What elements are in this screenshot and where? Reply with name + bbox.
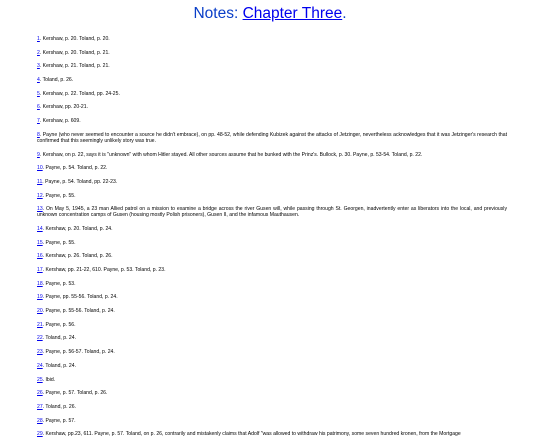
note-text: . Kershaw, on p. 22, says it is "unknown" with whom Hitler stayed. All other sources assume that he bunked with the Prinz's. Bullock, p. 30. Payne, p. 53-54. Toland, p. 22. xyxy=(39,151,423,158)
note-item xyxy=(37,390,507,396)
note-text: . Payne, p. 55. xyxy=(42,239,76,246)
note-text: . Payne, p. 55-56. Toland, p. 24. xyxy=(42,308,115,315)
chapter-title-link[interactable]: Chapter Three xyxy=(242,5,343,22)
note-number-link[interactable]: 4 xyxy=(37,77,40,84)
note-item xyxy=(37,36,507,42)
note-number-link[interactable]: 14 xyxy=(37,225,43,232)
note-text: . Payne, p. 54. Toland, pp. 22-23. xyxy=(42,178,118,185)
note-item xyxy=(37,308,507,314)
note-text: . Kershaw, p. 20. Toland, p. 21. xyxy=(39,49,110,56)
note-item xyxy=(37,165,507,171)
note-number-link[interactable]: 1 xyxy=(37,36,40,42)
note-text: . On May 5, 1945, a 23 man Allied patrol on a mission to examine a bridge across the river Gusen will, while passing through St. Georgen, inadvertently enter as liberators into the local, and previously unknown concentration camps of Gusen (housing mostly Polish prisoners), Gusen II, and the infamous Mauthausen. xyxy=(37,206,507,219)
note-item xyxy=(37,104,507,110)
title-prefix: Notes: xyxy=(193,5,243,22)
note-item xyxy=(37,267,507,273)
note-item xyxy=(37,253,507,259)
title-suffix: . xyxy=(342,5,347,22)
note-item xyxy=(37,431,507,437)
note-number-link[interactable]: 28 xyxy=(37,417,43,424)
note-number-link[interactable]: 19 xyxy=(37,294,43,301)
note-number-link[interactable]: 20 xyxy=(37,308,43,315)
note-number-link[interactable]: 29 xyxy=(37,431,43,437)
note-number-link[interactable]: 24 xyxy=(37,362,43,369)
note-number-link[interactable]: 7 xyxy=(37,118,40,125)
note-item xyxy=(37,152,507,158)
note-item xyxy=(37,118,507,124)
note-text: . Toland, p. 26. xyxy=(42,403,76,410)
note-number-link[interactable]: 18 xyxy=(37,280,43,287)
note-number-link[interactable]: 26 xyxy=(37,390,43,397)
note-text: . Kershaw, pp. 20-21. xyxy=(39,104,88,111)
note-text: . Kershaw, p. 20. Toland, p. 20. xyxy=(39,36,110,42)
notes-list xyxy=(37,36,507,437)
note-item xyxy=(37,77,507,83)
note-item xyxy=(37,281,507,287)
note-text: . Kershaw, p. 26. Toland, p. 26. xyxy=(42,253,113,260)
note-text: . Toland, p. 24. xyxy=(42,335,76,342)
note-item xyxy=(37,179,507,185)
note-item xyxy=(37,132,507,144)
note-text: . Kershaw, p. 21. Toland, p. 21. xyxy=(39,63,110,70)
note-item xyxy=(37,91,507,97)
note-number-link[interactable]: 3 xyxy=(37,63,40,70)
note-number-link[interactable]: 6 xyxy=(37,104,40,111)
note-text: . Payne, p. 54. Toland, p. 22. xyxy=(42,165,108,172)
note-item xyxy=(37,418,507,424)
note-item xyxy=(37,206,507,218)
note-text: . Payne, pp. 55-56. Toland, p. 24. xyxy=(42,294,118,301)
note-number-link[interactable]: 9 xyxy=(37,151,40,158)
page-title xyxy=(0,5,540,23)
note-item xyxy=(37,63,507,69)
note-item xyxy=(37,322,507,328)
note-text: . Payne, p. 57. Toland, p. 26. xyxy=(42,390,108,397)
note-text: . Kershaw, p. 22. Toland, pp. 24-25. xyxy=(39,90,120,97)
note-number-link[interactable]: 11 xyxy=(37,178,43,185)
note-text: . Payne, p. 56-57. Toland, p. 24. xyxy=(42,349,115,356)
note-number-link[interactable]: 25 xyxy=(37,376,43,383)
note-item xyxy=(37,335,507,341)
note-text: . Payne (who never seemed to encounter a source he didn't embrace), on pp. 48-52, while defending Kubizek against the attacks of Jetzinger, nevertheless acknowledges that it was Jetzinger's research that confirmed that this seemingly unlikely story was true. xyxy=(37,131,507,144)
note-text: . Kershaw, pp. 21-22, 610. Payne, p. 53. Toland, p. 23. xyxy=(42,267,166,273)
note-text: . Payne, p. 57. xyxy=(42,417,76,424)
note-text: . Kershaw, p. 609. xyxy=(39,118,81,125)
note-item xyxy=(37,226,507,232)
note-text: . Toland, p. 24. xyxy=(42,362,76,369)
note-item xyxy=(37,349,507,355)
note-number-link[interactable]: 27 xyxy=(37,403,43,410)
note-number-link[interactable]: 16 xyxy=(37,253,43,260)
note-text: . Ibid. xyxy=(42,376,56,383)
note-number-link[interactable]: 10 xyxy=(37,165,43,172)
note-number-link[interactable]: 15 xyxy=(37,239,43,246)
note-item xyxy=(37,50,507,56)
note-item xyxy=(37,240,507,246)
note-text: . Payne, p. 55. xyxy=(42,192,76,199)
note-number-link[interactable]: 2 xyxy=(37,49,40,56)
note-text: . Kershaw, p. 20. Toland, p. 24. xyxy=(42,225,113,232)
note-text: . Payne, p. 53. xyxy=(42,280,76,287)
note-item xyxy=(37,294,507,300)
note-number-link[interactable]: 5 xyxy=(37,90,40,97)
note-item xyxy=(37,193,507,199)
note-item xyxy=(37,377,507,383)
note-number-link[interactable]: 8 xyxy=(37,131,40,138)
note-item xyxy=(37,363,507,369)
note-number-link[interactable]: 21 xyxy=(37,321,43,328)
note-number-link[interactable]: 23 xyxy=(37,349,43,356)
note-number-link[interactable]: 13 xyxy=(37,206,43,213)
note-text: . Toland, p. 26. xyxy=(39,77,74,84)
note-number-link[interactable]: 22 xyxy=(37,335,43,342)
note-text: . Payne, p. 56. xyxy=(42,321,76,328)
note-text: . Kershaw, pp.23, 611. Payne, p. 57. Toland, on p. 26, contrarily and mistakenly claims that Adolf "was allowed to withdraw his patrimony, some seven hundred kronen, from the Mortgage xyxy=(42,431,461,437)
note-number-link[interactable]: 12 xyxy=(37,192,43,199)
note-number-link[interactable]: 17 xyxy=(37,267,43,273)
